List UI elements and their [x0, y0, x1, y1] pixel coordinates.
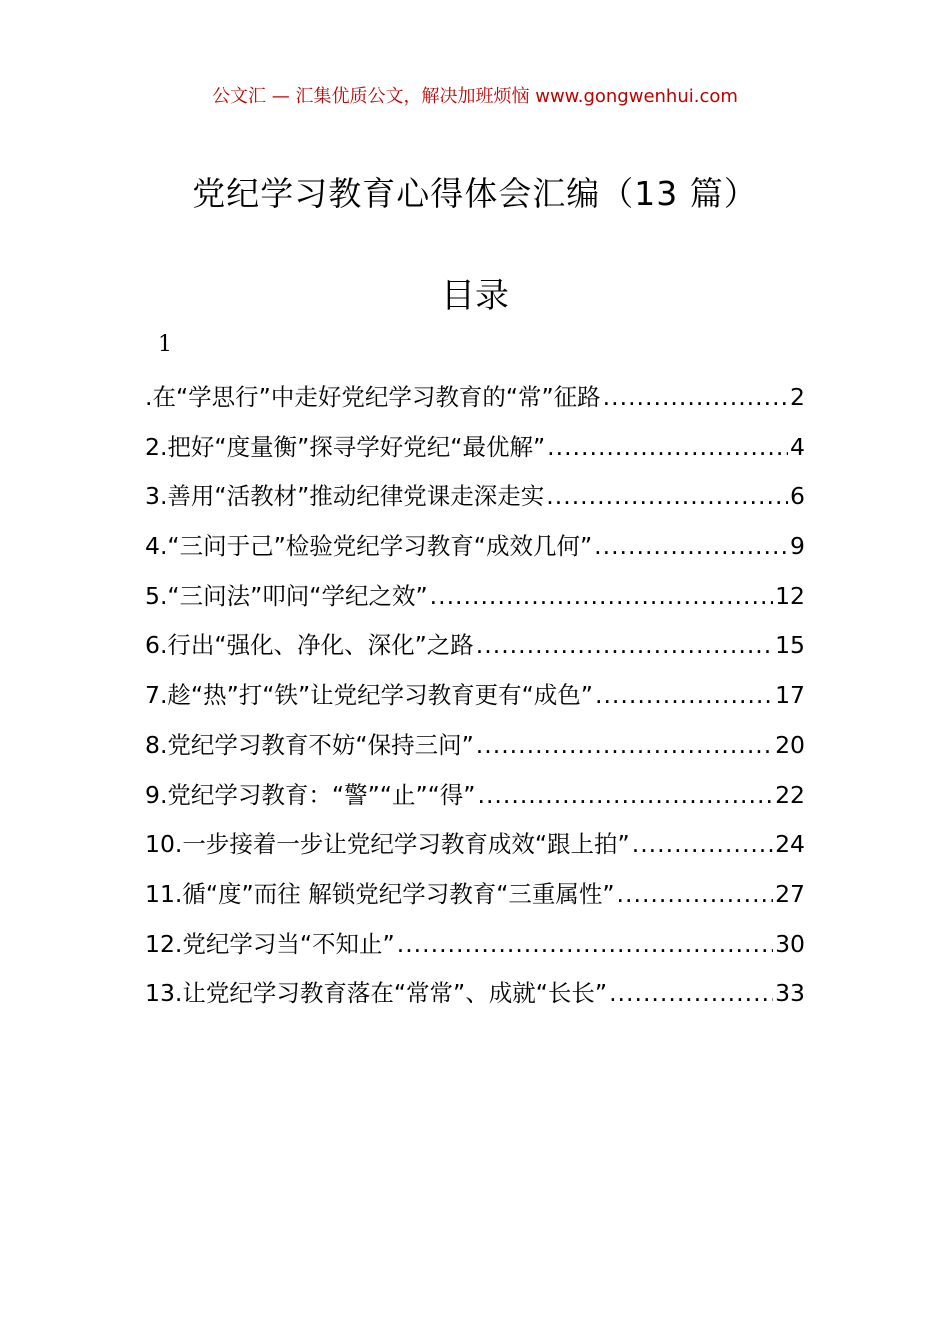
toc-entry-page: 9	[790, 532, 805, 561]
toc-entry-page: 24	[775, 830, 805, 859]
toc-entry-page: 30	[775, 929, 805, 958]
toc-entry-title: 12.党纪学习当“不知止”	[145, 929, 395, 958]
toc-entry-page: 22	[775, 780, 805, 809]
toc-entry-4[interactable]	[145, 522, 805, 572]
toc-dot-leader	[477, 771, 773, 821]
toc-entry-title: 4.“三问于己”检验党纪学习教育“成效几何”	[145, 532, 593, 561]
toc-dot-leader	[476, 721, 773, 771]
toc-entry-1[interactable]	[145, 373, 805, 423]
toc-entry-12[interactable]	[145, 920, 805, 970]
toc-entry-title: 10.一步接着一步让党纪学习教育成效“跟上拍”	[145, 830, 630, 859]
toc-entry-page: 33	[775, 979, 805, 1008]
toc-entry-page: 27	[775, 879, 805, 908]
toc-dot-leader	[617, 870, 774, 920]
header-banner: 公文汇 — 汇集优质公文，解决加班烦恼 www.gongwenhui.com	[212, 86, 738, 107]
toc-entry-title: 8.党纪学习教育不妨“保持三问”	[145, 730, 474, 759]
toc-dot-leader	[476, 621, 773, 671]
toc-entry-title: 5.“三问法”叩问“学纪之效”	[145, 581, 428, 610]
toc-entry-2[interactable]	[145, 423, 805, 473]
toc-dot-leader	[632, 820, 773, 870]
toc-dot-leader	[546, 472, 788, 522]
toc-entry-13[interactable]	[145, 969, 805, 1019]
toc-dot-leader	[430, 572, 773, 622]
toc-entry-title: 7.趁“热”打“铁”让党纪学习教育更有“成色”	[145, 681, 593, 710]
toc-entry-title: 13.让党纪学习教育落在“常常”、成就“长长”	[145, 979, 608, 1008]
toc-entry-6[interactable]	[145, 621, 805, 671]
toc-dot-leader	[595, 671, 773, 721]
toc-entry-8[interactable]	[145, 721, 805, 771]
toc-entry-page: 12	[775, 581, 805, 610]
toc-entry-page: 17	[775, 681, 805, 710]
toc-entry-5[interactable]	[145, 572, 805, 622]
toc-entry-9[interactable]	[145, 771, 805, 821]
toc-entry-page: 6	[790, 482, 805, 511]
toc-entry-title: 9.党纪学习教育：“警”“止”“得”	[145, 780, 476, 809]
toc-entry-page: 4	[790, 432, 805, 461]
toc-dot-leader	[397, 920, 773, 970]
toc-entry-10[interactable]	[145, 820, 805, 870]
toc-lead-number: 1	[158, 332, 172, 357]
toc-entry-page: 20	[775, 730, 805, 759]
toc-entry-title: .在“学思行”中走好党纪学习教育的“常”征路	[145, 383, 601, 411]
toc-entry-title: 6.行出“强化、净化、深化”之路	[145, 631, 474, 660]
toc-entry-title: 11.循“度”而往 解锁党纪学习教育“三重属性”	[145, 879, 615, 908]
toc-entry-page: 2	[790, 383, 805, 411]
toc-entry-page: 15	[775, 631, 805, 660]
toc-dot-leader	[594, 522, 788, 572]
toc-dot-leader	[547, 423, 788, 473]
toc-entry-7[interactable]	[145, 671, 805, 721]
toc-dot-leader	[609, 969, 773, 1019]
document-title: 党纪学习教育心得体会汇编（13 篇）	[192, 174, 758, 213]
toc-entry-3[interactable]	[145, 472, 805, 522]
toc-dot-leader	[603, 373, 788, 423]
toc-heading: 目录	[441, 276, 509, 316]
toc-entry-title: 3.善用“活教材”推动纪律党课走深走实	[145, 482, 545, 511]
toc-entry-title: 2.把好“度量衡”探寻学好党纪“最优解”	[145, 432, 546, 461]
table-of-contents	[145, 373, 805, 1019]
toc-entry-11[interactable]	[145, 870, 805, 920]
